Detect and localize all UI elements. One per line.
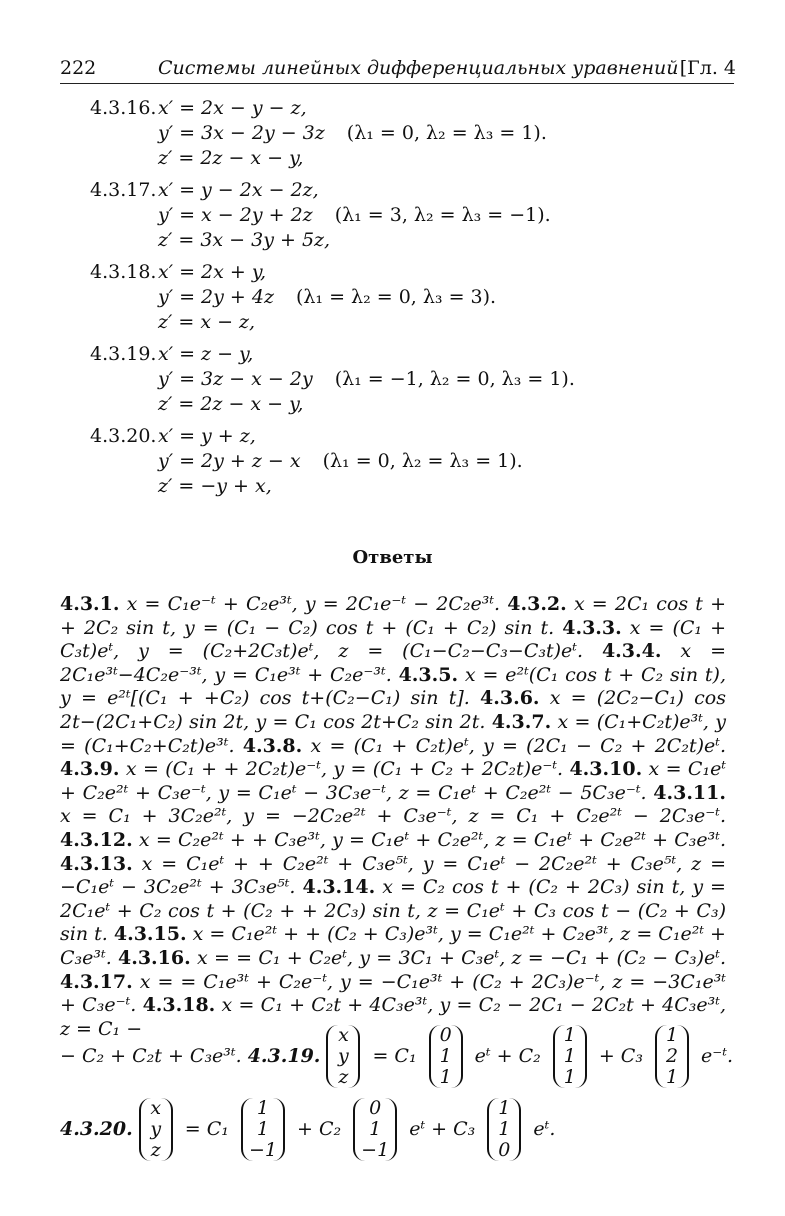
answer-formula: x = = C₁e³ᵗ + C₂e⁻ᵗ, y = −C₁e³ᵗ + (C₂ + 2C₃)e⁻ᵗ, z = −3C₁e³ᵗ + C₃e⁻ᵗ. xyxy=(60,970,726,1017)
answer-formula: x = (C₁ + C₃t)eᵗ, y = (C₂+2C₃t)eᵗ, z = (C₁−C₂−C₃−C₃t)eᵗ. xyxy=(60,616,726,663)
vector-entry: z xyxy=(150,1138,161,1161)
problem-line xyxy=(90,424,730,449)
answer-formula: − C₂ + C₂t + C₃e³ᵗ. xyxy=(60,1045,248,1067)
answer-number: 4.3.18. xyxy=(142,994,216,1017)
vector-entry: 1 xyxy=(256,1117,269,1140)
problem-item xyxy=(90,424,730,499)
answer-formula: x = 2C₁ cos t + + 2C₂ sin t, y = (C₁ − C₂) cos t + (C₁ + C₂) sin t. xyxy=(60,593,726,639)
running-title: Системы линейных дифференциальных уравнений xyxy=(158,57,679,79)
answer-formula: e⁻ᵗ. xyxy=(695,1045,734,1067)
chapter-label: [Гл. 4 xyxy=(679,57,736,79)
equation-z: z′ = 2z − x − y, xyxy=(158,147,304,169)
answer-number: 4.3.12. xyxy=(60,828,133,851)
answer-formula: x = C₁e⁻ᵗ + C₂e³ᵗ, y = 2C₁e⁻ᵗ − 2C₂e³ᵗ. xyxy=(119,593,508,615)
answer-number: 4.3.8. xyxy=(242,734,303,757)
problem-line xyxy=(90,285,730,310)
answer-number: 4.3.3. xyxy=(562,616,622,639)
header-rule xyxy=(60,83,734,84)
answer-number: 4.3.4. xyxy=(601,640,662,663)
answer-formula: x = e²ᵗ(C₁ cos t + C₂ sin t), y = e²ᵗ[(C₁ + +C₂) cos t+(C₂−C₁) sin t]. xyxy=(60,663,726,710)
problem-item xyxy=(90,342,730,417)
answer-number: 4.3.5. xyxy=(398,663,459,686)
equation-x: x′ = z − y, xyxy=(158,343,254,365)
answer-number: 4.3.10. xyxy=(569,758,643,781)
equation-x: x′ = y + z, xyxy=(158,425,256,447)
problem-number: 4.3.20. xyxy=(90,425,157,447)
answer-formula: + C₂ xyxy=(290,1118,348,1140)
vector-entry: 1 xyxy=(439,1065,452,1088)
equation-z: z′ = 2z − x − y, xyxy=(158,393,304,415)
answer-formula: x = C₁eᵗ + C₂e²ᵗ + C₃e⁻ᵗ, y = C₁eᵗ − 3C₃e⁻ᵗ, z = C₁eᵗ + C₂e²ᵗ − 5C₃e⁻ᵗ. xyxy=(60,758,726,804)
answer-formula: x = C₂ cos t + (C₂ + 2C₃) sin t, y = 2C₁eᵗ + C₂ cos t + (C₂ + + 2C₃) sin t, z = C₁eᵗ + C₃ cos t − (C₂ + C₃) sin t. xyxy=(60,876,726,946)
eigenvector-3 xyxy=(487,1098,521,1161)
problem-line xyxy=(90,96,730,121)
problem-line xyxy=(90,228,730,253)
vector-entry: 2 xyxy=(665,1044,679,1067)
answer-formula: x = (C₁ + + 2C₂t)e⁻ᵗ, y = (C₁ + C₂ + 2C₂t)e⁻ᵗ. xyxy=(119,758,570,781)
answer-4-3-20 xyxy=(60,1095,740,1163)
vector-entry: y xyxy=(150,1117,162,1140)
eigenvector-1 xyxy=(429,1025,463,1088)
equation-z: z′ = x − z, xyxy=(158,311,256,333)
vector-entry: 1 xyxy=(563,1044,576,1067)
vector-entry: 1 xyxy=(369,1117,382,1140)
problem-line xyxy=(90,474,730,499)
answer-number: 4.3.14. xyxy=(302,876,376,899)
xyz-vector xyxy=(139,1098,173,1161)
equation-z: z′ = 3x − 3y + 5z, xyxy=(158,229,331,251)
problem-number: 4.3.17. xyxy=(90,179,157,201)
eigenvalues: (λ₁ = λ₂ = 0, λ₃ = 3). xyxy=(295,286,497,308)
vector-entry: 1 xyxy=(665,1065,679,1088)
problem-list xyxy=(90,96,730,506)
problem-item xyxy=(90,96,730,171)
equation-x: x′ = 2x + y, xyxy=(158,261,267,283)
answer-number: 4.3.2. xyxy=(507,593,567,615)
answer-number: 4.3.13. xyxy=(60,852,133,875)
answer-formula: eᵗ + C₂ xyxy=(468,1045,547,1067)
equation-y: y′ = 2y + 4z xyxy=(158,286,274,308)
vector-entry: x xyxy=(150,1096,162,1119)
eigenvector-3 xyxy=(655,1025,689,1088)
answer-formula: x = C₁eᵗ + + C₂e²ᵗ + C₃e⁵ᵗ, y = C₁eᵗ − 2C₂e²ᵗ + C₃e⁵ᵗ, z = −C₁eᵗ − 3C₂e²ᵗ + 3C₃e⁵ᵗ. xyxy=(60,852,726,899)
equation-z: z′ = −y + x, xyxy=(158,475,272,497)
vector-entry: 1 xyxy=(256,1096,269,1119)
answer-formula: + C₃ xyxy=(592,1045,649,1067)
answer-4-3-19 xyxy=(60,1022,740,1090)
answer-number: 4.3.11. xyxy=(653,781,726,804)
problem-line xyxy=(90,146,730,171)
vector-entry: z xyxy=(338,1065,349,1088)
problem-line xyxy=(90,203,730,228)
answer-number: 4.3.6. xyxy=(480,687,540,710)
answer-formula: x = C₂e²ᵗ + + C₃e³ᵗ, y = C₁eᵗ + C₂e²ᵗ, z = C₁eᵗ + C₂e²ᵗ + C₃e³ᵗ. xyxy=(132,828,726,851)
vector-entry: −1 xyxy=(361,1138,390,1161)
problem-item xyxy=(90,178,730,253)
eigenvector-2 xyxy=(553,1025,587,1088)
eigenvector-1 xyxy=(241,1098,285,1161)
vector-entry: 1 xyxy=(498,1096,511,1119)
equation-y: y′ = 3x − 2y − 3z xyxy=(158,122,325,144)
vector-entry: 1 xyxy=(563,1023,576,1046)
answer-formula: x = C₁ + C₂t + 4C₃e³ᵗ, y = C₂ − 2C₁ − 2C₂t + 4C₃e³ᵗ, z = C₁ − xyxy=(60,994,726,1040)
problem-line xyxy=(90,310,730,335)
vector-entry: 1 xyxy=(439,1044,452,1067)
page-number: 222 xyxy=(60,57,97,79)
answer-formula: = C₁ xyxy=(178,1118,235,1140)
problem-line xyxy=(90,449,730,474)
answer-number: 4.3.17. xyxy=(60,970,133,993)
answer-number: 4.3.1. xyxy=(60,593,120,615)
answers-heading: Ответы xyxy=(352,547,433,568)
eigenvalues: (λ₁ = 0, λ₂ = λ₃ = 1). xyxy=(322,450,523,472)
equation-y: y′ = 3z − x − 2y xyxy=(158,368,313,390)
answer-number: 4.3.15. xyxy=(113,923,187,946)
answer-number: 4.3.20. xyxy=(60,1118,133,1140)
answer-formula: eᵗ. xyxy=(527,1118,556,1140)
vector-entry: 1 xyxy=(665,1023,679,1046)
page-header xyxy=(60,56,740,82)
problem-line xyxy=(90,342,730,367)
problem-line xyxy=(90,392,730,417)
eigenvector-2 xyxy=(353,1098,397,1161)
vector-entry: 0 xyxy=(498,1138,511,1161)
vector-entry: 0 xyxy=(369,1096,382,1119)
problem-line xyxy=(90,178,730,203)
equation-x: x′ = y − 2x − 2z, xyxy=(158,179,319,201)
answer-formula: eᵗ + C₃ xyxy=(403,1118,482,1140)
answer-number: 4.3.19. xyxy=(247,1045,321,1067)
equation-y: y′ = 2y + z − x xyxy=(158,450,301,472)
answer-formula: = C₁ xyxy=(366,1045,423,1067)
equation-y: y′ = x − 2y + 2z xyxy=(158,204,313,226)
answer-number: 4.3.9. xyxy=(60,758,120,781)
vector-entry: 0 xyxy=(439,1023,452,1046)
vector-entry: y xyxy=(338,1044,349,1067)
problem-line xyxy=(90,121,730,146)
answer-formula: x = (C₁+C₂t)e³ᵗ, y = (C₁+C₂+C₂t)e³ᵗ. xyxy=(60,710,726,757)
problem-line xyxy=(90,367,730,392)
equation-x: x′ = 2x − y − z, xyxy=(158,97,307,119)
problem-number: 4.3.16. xyxy=(90,97,157,119)
answer-formula: x = C₁ + 3C₂e²ᵗ, y = −2C₂e²ᵗ + C₃e⁻ᵗ, z = C₁ + C₂e²ᵗ − 2C₃e⁻ᵗ. xyxy=(60,805,726,828)
eigenvalues: (λ₁ = −1, λ₂ = 0, λ₃ = 1). xyxy=(334,368,575,390)
answer-formula: x = (C₁ + C₂t)eᵗ, y = (2C₁ − C₂ + 2C₂t)eᵗ. xyxy=(302,734,726,757)
answer-formula: x = 2C₁e³ᵗ−4C₂e⁻³ᵗ, y = C₁e³ᵗ + C₂e⁻³ᵗ. xyxy=(60,640,726,686)
problem-number: 4.3.18. xyxy=(90,261,157,283)
problem-number: 4.3.19. xyxy=(90,343,157,365)
vector-entry: 1 xyxy=(498,1117,511,1140)
answers-text xyxy=(60,593,726,1041)
answer-formula: x = = C₁ + C₂eᵗ, y = 3C₁ + C₃eᵗ, z = −C₁ + (C₂ − C₃)eᵗ. xyxy=(190,946,726,969)
answer-number: 4.3.16. xyxy=(118,946,191,969)
vector-entry: x xyxy=(338,1023,349,1046)
vector-entry: −1 xyxy=(248,1138,277,1161)
eigenvalues: (λ₁ = 3, λ₂ = λ₃ = −1). xyxy=(334,204,551,226)
answer-formula: x = C₁e²ᵗ + + (C₂ + C₃)e³ᵗ, y = C₁e²ᵗ + C₂e³ᵗ, z = C₁e²ᵗ + C₃e³ᵗ. xyxy=(60,923,726,969)
eigenvalues: (λ₁ = 0, λ₂ = λ₃ = 1). xyxy=(346,122,547,144)
answer-number: 4.3.7. xyxy=(491,710,552,733)
xyz-vector xyxy=(326,1025,360,1088)
answer-formula: x = (2C₂−C₁) cos 2t−(2C₁+C₂) sin 2t, y = C₁ cos 2t+C₂ sin 2t. xyxy=(60,687,726,733)
problem-item xyxy=(90,260,730,335)
vector-entry: 1 xyxy=(563,1065,576,1088)
problem-line xyxy=(90,260,730,285)
